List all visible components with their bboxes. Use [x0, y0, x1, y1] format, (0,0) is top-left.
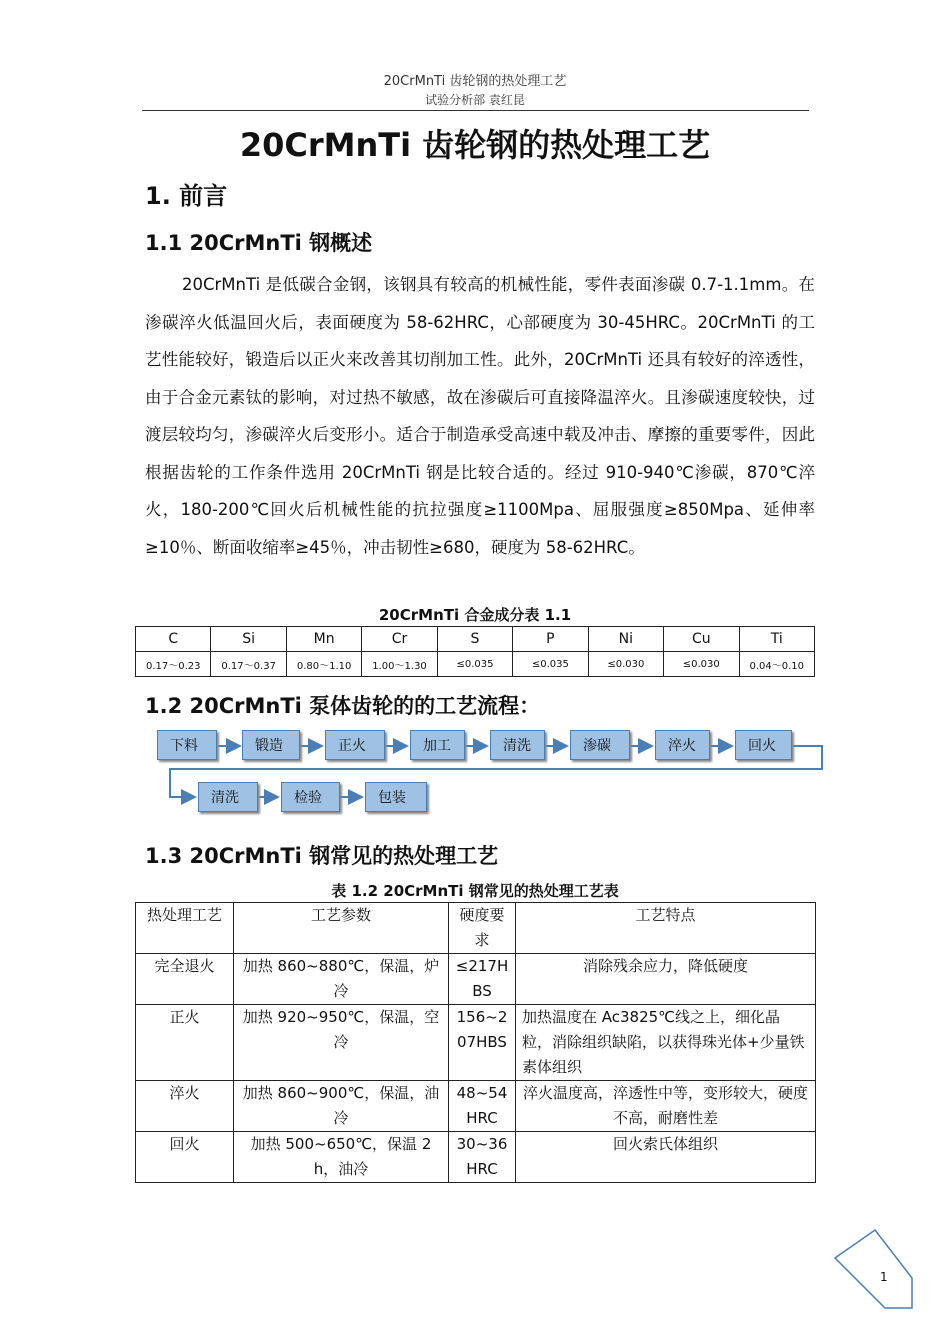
table-cell: 加热 860~880℃，保温，炉冷	[234, 954, 449, 1005]
table-header-cell: C	[136, 627, 211, 652]
table-cell: 加热 860~900℃，保温，油冷	[234, 1081, 449, 1132]
table-cell: ≤0.035	[513, 652, 588, 677]
table1-caption: 20CrMnTi 合金成分表 1.1	[378, 606, 572, 624]
table-cell: 加热 500~650℃，保温 2h，油冷	[234, 1132, 449, 1183]
flow-step: 锻造	[242, 730, 300, 760]
table-cell: 1.00～1.30	[362, 652, 437, 677]
section-heading-1-2: 1.2 20CrMnTi 泵体齿轮的的工艺流程：	[145, 694, 541, 718]
table-header-cell: Cu	[664, 627, 739, 652]
table-cell: 淬火	[136, 1081, 234, 1132]
flow-step: 检验	[281, 782, 340, 812]
table-header-cell: Ni	[588, 627, 663, 652]
flow-step: 包装	[365, 782, 427, 812]
table-header-cell: Cr	[362, 627, 437, 652]
section-heading-1: 1. 前言	[145, 182, 228, 210]
table-cell: 回火索氏体组织	[516, 1132, 816, 1183]
table-cell: 0.80～1.10	[286, 652, 361, 677]
table-header-cell: S	[437, 627, 512, 652]
document-title: 20CrMnTi 齿轮钢的热处理工艺	[239, 126, 711, 164]
section-heading-1-1: 1.1 20CrMnTi 钢概述	[145, 231, 373, 255]
table-header-cell: Si	[211, 627, 286, 652]
flow-step: 清洗	[198, 782, 258, 812]
flow-step: 渗碳	[570, 730, 630, 760]
page-number-badge-icon	[830, 1228, 920, 1313]
page-number: 1	[880, 1270, 888, 1284]
table-row	[136, 1132, 816, 1183]
running-header-author: 试验分析部 袁红昆	[425, 93, 525, 107]
table-cell: 回火	[136, 1132, 234, 1183]
table-header-cell: 硬度要求	[449, 903, 516, 954]
section-heading-1-3: 1.3 20CrMnTi 钢常见的热处理工艺	[145, 844, 499, 868]
table-cell: ≤0.035	[437, 652, 512, 677]
table-cell: 正火	[136, 1005, 234, 1081]
flow-step: 下料	[157, 730, 217, 760]
table-cell: ≤0.030	[588, 652, 663, 677]
table-header-cell: P	[513, 627, 588, 652]
table-row	[136, 1005, 816, 1081]
table-cell: 48~54HRC	[449, 1081, 516, 1132]
flow-step: 清洗	[490, 730, 545, 760]
table-cell: 加热 920~950℃，保温，空冷	[234, 1005, 449, 1081]
table-header-cell: 工艺参数	[234, 903, 449, 954]
table-header-cell: 工艺特点	[516, 903, 816, 954]
table-header-cell: Ti	[739, 627, 815, 652]
table-cell: 0.17～0.23	[136, 652, 211, 677]
table-cell: 0.04～0.10	[739, 652, 815, 677]
flow-step: 回火	[735, 730, 792, 760]
table-cell: 完全退火	[136, 954, 234, 1005]
table2-caption: 表 1.2 20CrMnTi 钢常见的热处理工艺表	[331, 882, 619, 900]
overview-paragraph: 20CrMnTi 是低碳合金钢，该钢具有较高的机械性能，零件表面渗碳 0.7-1.1mm。在渗碳淬火低温回火后，表面硬度为 58-62HRC，心部硬度为 30-45HRC。20CrMnTi 的工艺性能较好，锻造后以正火来改善其切削加工性。此外，20CrMnTi 还具有较好的淬透性，由于合金元素钛的影响，对过热不敏感，故在渗碳后可直接降温淬火。且渗碳速度较快，过渡层较均匀，渗碳淬火后变形小。适合于制造承受高速中载及冲击、摩擦的重要零件，因此根据齿轮的工作条件选用 20CrMnTi 钢是比较合适的。经过 910-940℃渗碳，870℃淬火，180-200℃回火后机械性能的抗拉强度≥1100Mpa、屈服强度≥850Mpa、延伸率≥10％、断面收缩率≥45％，冲击韧性≥680，硬度为 58-62HRC。	[145, 275, 815, 557]
table-row	[136, 1081, 816, 1132]
table-cell: 淬火温度高，淬透性中等，变形较大，硬度不高，耐磨性差	[516, 1081, 816, 1132]
flow-step: 正火	[325, 730, 385, 760]
table-cell: 加热温度在 Ac3825℃线之上，细化晶粒，消除组织缺陷，以获得珠光体+少量铁素体组织	[516, 1005, 816, 1081]
flow-step: 加工	[410, 730, 465, 760]
table-row	[136, 954, 816, 1005]
table-cell: 156~207HBS	[449, 1005, 516, 1081]
heat-treatment-table	[135, 902, 816, 1183]
flow-step: 淬火	[655, 730, 710, 760]
table-cell: 30~36HRC	[449, 1132, 516, 1183]
running-header-title: 20CrMnTi 齿轮钢的热处理工艺	[383, 74, 567, 89]
table-header-cell: Mn	[286, 627, 361, 652]
table-header-row	[136, 903, 816, 954]
table-cell: ≤0.030	[664, 652, 739, 677]
table-cell: ≤217HBS	[449, 954, 516, 1005]
table-header-cell: 热处理工艺	[136, 903, 234, 954]
table-cell: 0.17～0.37	[211, 652, 286, 677]
table-cell: 消除残余应力，降低硬度	[516, 954, 816, 1005]
